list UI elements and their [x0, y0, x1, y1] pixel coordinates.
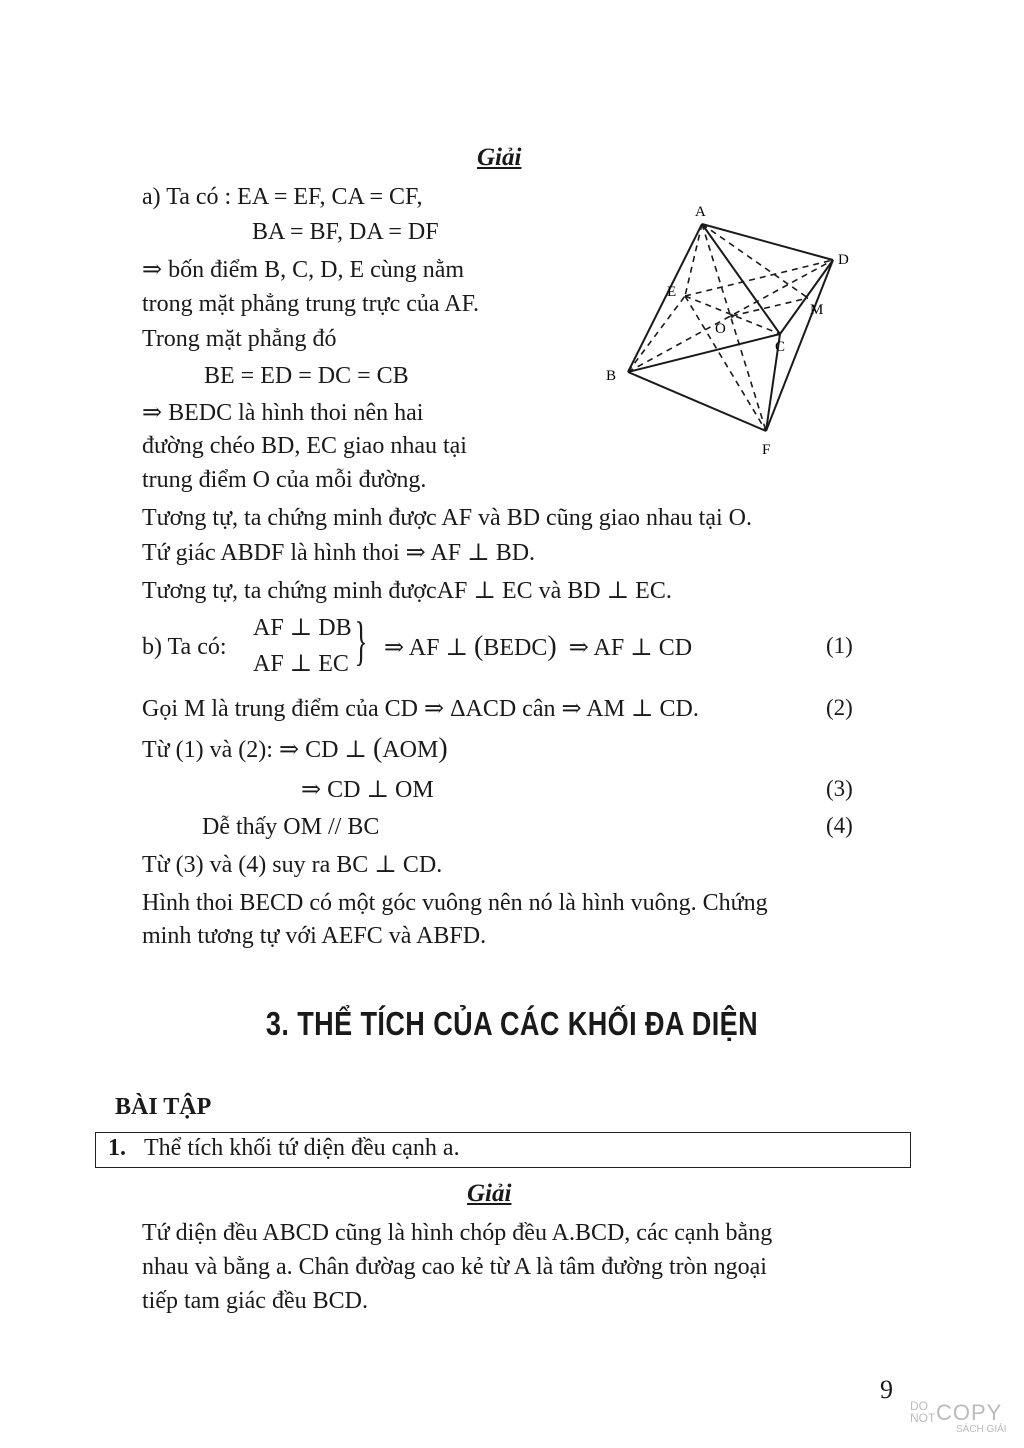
right-brace: } — [354, 611, 368, 671]
text-line: đường chéo BD, EC giao nhau tại — [142, 433, 467, 459]
problem-number: 1. — [108, 1135, 126, 1161]
text-line: a) Ta có : EA = EF, CA = CF, — [142, 184, 423, 210]
text-line: nhau và bằng a. Chân đườag cao kẻ từ A là tâm đường tròn ngoại — [142, 1254, 767, 1280]
text-line: Tứ diện đều ABCD cũng là hình chóp đều A.BCD, các cạnh bằng — [142, 1220, 773, 1246]
section-title: 3. THỂ TÍCH CỦA CÁC KHỐI ĐA DIỆN — [265, 1005, 759, 1042]
vertex-label-d: D — [838, 252, 849, 268]
text-line: Từ (1) và (2): ⇒ CD ⊥ (AOM) — [142, 733, 448, 764]
watermark-text: COPY — [936, 1400, 1003, 1425]
watermark-text: DO NOT — [910, 1399, 936, 1425]
watermark-text: SÁCH GIẢI — [956, 1424, 1007, 1435]
equation-number: (2) — [826, 695, 853, 720]
text-line: ⇒ AF ⊥ (BEDC) ⇒ AF ⊥ CD — [384, 631, 693, 662]
system-line: AF ⊥ DB — [253, 615, 352, 641]
exercise-heading: BÀI TẬP — [115, 1094, 212, 1120]
text-line: Dễ thấy OM // BC — [202, 814, 380, 840]
page-number: 9 — [880, 1375, 893, 1404]
watermark-logo — [910, 1400, 1010, 1442]
vertex-label-e: E — [667, 284, 677, 300]
solution-heading: Giải — [467, 1180, 512, 1207]
text-line: b) Ta có: — [142, 634, 227, 660]
text-line: tiếp tam giác đều BCD. — [142, 1288, 368, 1314]
text-line: Gọi M là trung điểm của CD ⇒ ΔACD cân ⇒ AM ⊥ CD. — [142, 696, 699, 722]
text-line: Tương tự, ta chứng minh được AF và BD cũng giao nhau tại O. — [142, 505, 752, 531]
text-line: Từ (3) và (4) suy ra BC ⊥ CD. — [142, 852, 443, 878]
text-line: ⇒ CD ⊥ OM — [301, 777, 434, 803]
vertex-label-b: B — [606, 368, 617, 384]
text-line: ⇒ BEDC là hình thoi nên hai — [142, 400, 424, 426]
point-label-o: O — [715, 321, 726, 337]
text-line: BA = BF, DA = DF — [252, 219, 439, 245]
octahedron-figure — [600, 195, 870, 465]
text-line: Hình thoi BECD có một góc vuông nên nó là hình vuông. Chứng — [142, 890, 768, 916]
text-line: trong mặt phẳng trung trực của AF. — [142, 291, 480, 317]
vertex-label-f: F — [762, 442, 771, 458]
text-line: Trong mặt phẳng đó — [142, 326, 337, 352]
vertex-label-a: A — [695, 204, 706, 220]
equation-number: (1) — [826, 633, 853, 658]
problem-box — [95, 1132, 911, 1168]
equation-number: (3) — [826, 776, 853, 801]
problem-text: Thể tích khối tứ diện đều cạnh a. — [144, 1135, 460, 1161]
text-line: minh tương tự với AEFC và ABFD. — [142, 923, 487, 949]
text-line: BE = ED = DC = CB — [204, 363, 409, 389]
text-line: Tứ giác ABDF là hình thoi ⇒ AF ⊥ BD. — [142, 540, 536, 566]
point-label-m: M — [810, 302, 824, 318]
vertex-label-c: C — [775, 339, 786, 355]
text-line: ⇒ bốn điểm B, C, D, E cùng nằm — [142, 257, 465, 283]
equation-number: (4) — [826, 813, 853, 838]
system-line: AF ⊥ EC — [253, 651, 349, 677]
text-line: Tương tự, ta chứng minh đượcAF ⊥ EC và BD ⊥ EC. — [142, 578, 672, 604]
text-line: trung điểm O của mỗi đường. — [142, 467, 427, 493]
solution-heading: Giải — [477, 144, 522, 171]
